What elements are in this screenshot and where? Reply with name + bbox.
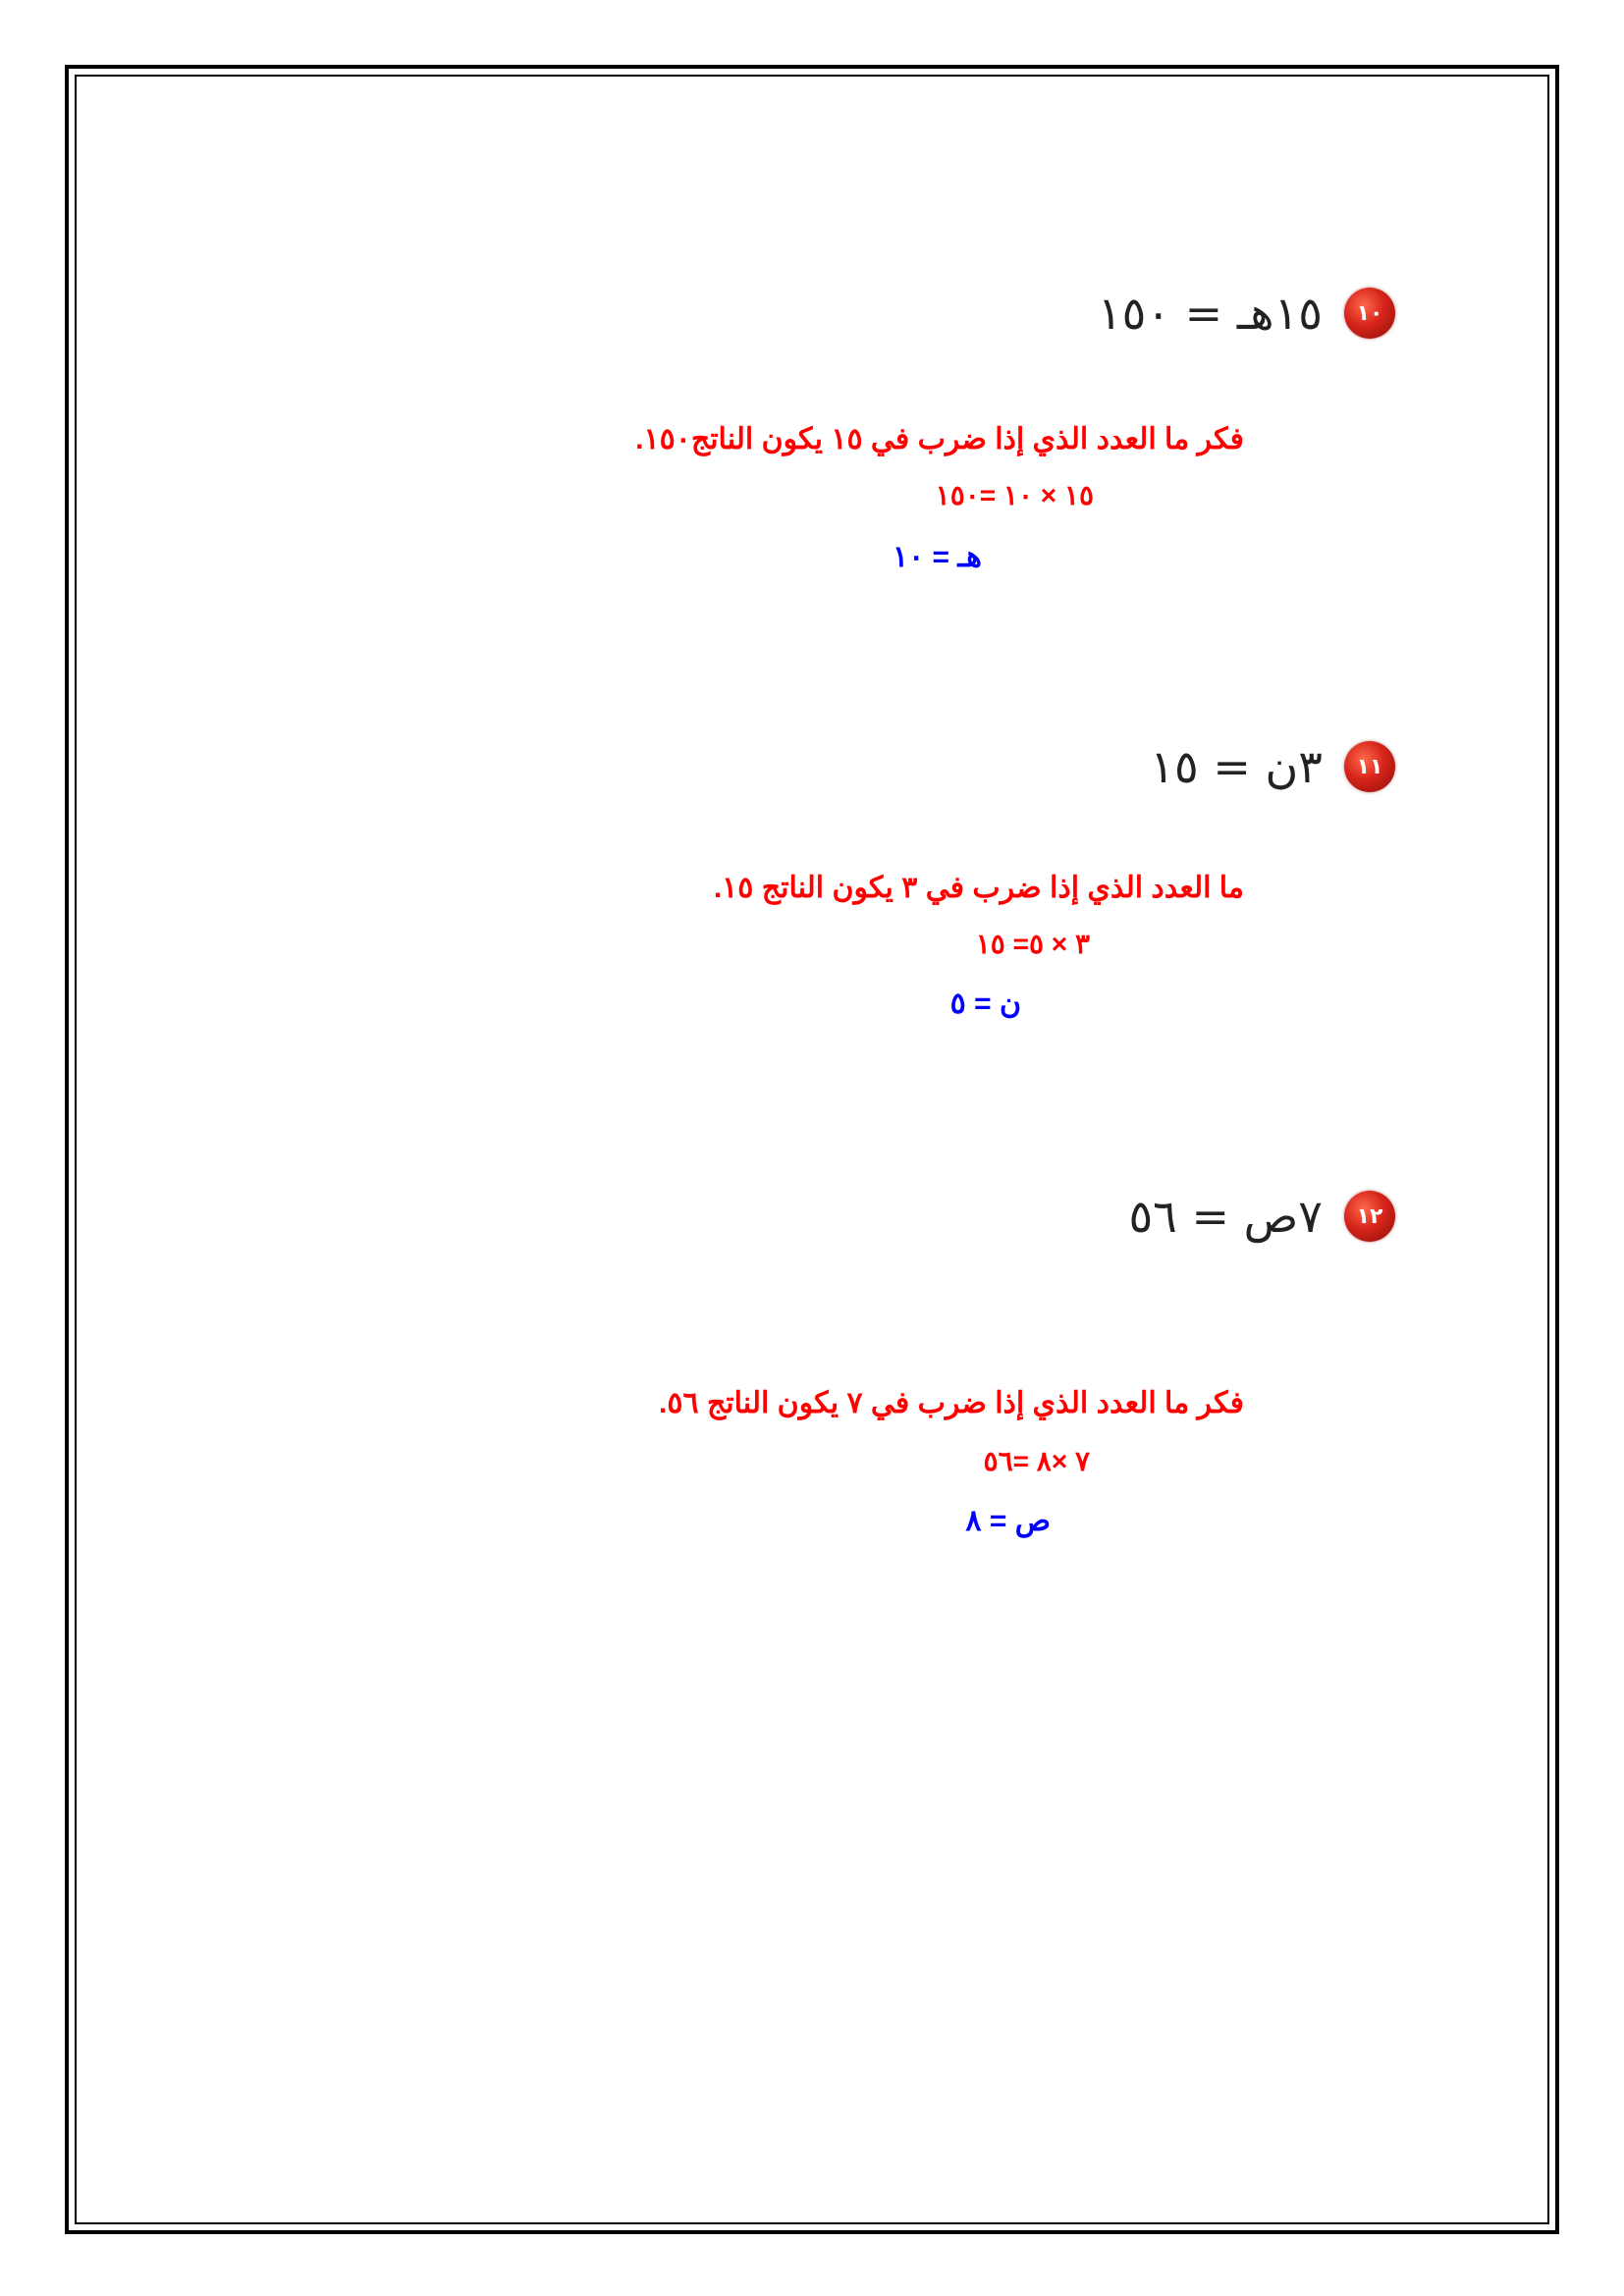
problem-11-calculation: ٣ × ٥= ١٥: [975, 929, 1090, 959]
problem-11-header: [1150, 740, 1395, 793]
problem-11-question: ما العدد الذي إذا ضرب في ٣ يكون الناتج ١٥.: [713, 872, 1244, 904]
problem-number-badge: ١٢: [1344, 1191, 1395, 1242]
problem-11-answer: ن = ٥: [949, 988, 1021, 1020]
problem-12-calculation: ٧ ×٨ =٥٦: [983, 1446, 1090, 1476]
problem-number-badge: ١٠: [1344, 288, 1395, 339]
problem-12-answer: ص = ٨: [965, 1505, 1051, 1537]
problem-equation: ٧ص = ٥٦: [1128, 1190, 1323, 1243]
problem-10-question: فكر ما العدد الذي إذا ضرب في ١٥ يكون الناتج١٥٠.: [635, 423, 1244, 455]
problem-equation: ٣ن = ١٥: [1150, 740, 1323, 793]
problem-10-answer: هـ = ١٠: [892, 541, 982, 573]
problem-12-question: فكر ما العدد الذي إذا ضرب في ٧ يكون الناتج ٥٦.: [659, 1387, 1244, 1419]
problem-10-calculation: ١٥ × ١٠ =١٥٠: [935, 480, 1094, 510]
problem-equation: ١٥هـ = ١٥٠: [1097, 287, 1323, 340]
problem-number-badge: ١١: [1344, 741, 1395, 792]
problem-10-header: [1098, 287, 1395, 340]
problem-12-header: [1128, 1190, 1395, 1243]
page-border: [65, 65, 1559, 2234]
